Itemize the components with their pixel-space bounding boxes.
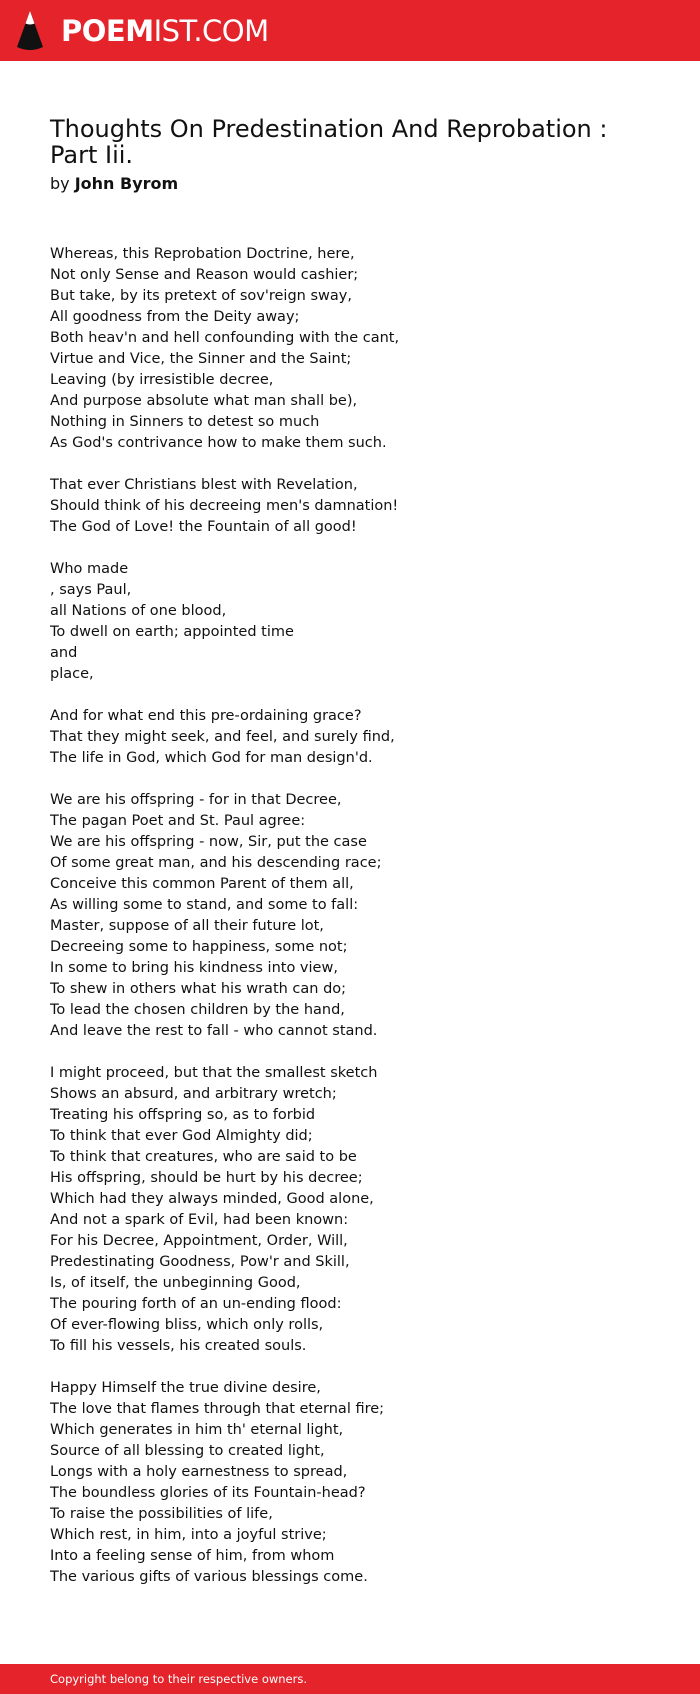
poem-line: Shows an absurd, and arbitrary wretch;: [50, 1086, 337, 1102]
site-header: [0, 0, 700, 61]
site-footer: [0, 1664, 700, 1694]
poem-line: all Nations of one blood,: [50, 603, 227, 619]
poem-line: Which had they always minded, Good alone,: [50, 1191, 374, 1207]
poem-line: I might proceed, but that the smallest sketch: [50, 1065, 378, 1081]
poem-line: All goodness from the Deity away;: [50, 309, 300, 325]
poem-line: Who made: [50, 561, 129, 577]
poem-line: To lead the chosen children by the hand,: [50, 1002, 345, 1018]
poem-line: Which generates in him th' eternal light,: [50, 1422, 344, 1438]
poem-line: place,: [50, 666, 94, 682]
stanza: [50, 706, 650, 769]
poem-line: The various gifts of various blessings come.: [50, 1569, 368, 1585]
poem-line: Is, of itself, the unbeginning Good,: [50, 1275, 301, 1291]
poem-line: And not a spark of Evil, had been known:: [50, 1212, 349, 1228]
poem-line: And purpose absolute what man shall be),: [50, 393, 358, 409]
poem-line: For his Decree, Appointment, Order, Will,: [50, 1233, 348, 1249]
poem-line: Should think of his decreeing men's damnation!: [50, 498, 399, 514]
poem-line: Into a feeling sense of him, from whom: [50, 1548, 335, 1564]
poem-line: Whereas, this Reprobation Doctrine, here,: [50, 246, 355, 262]
poem-line: His offspring, should be hurt by his decree;: [50, 1170, 363, 1186]
poem-line: Master, suppose of all their future lot,: [50, 918, 324, 934]
poem-line: Happy Himself the true divine desire,: [50, 1380, 321, 1396]
author-name[interactable]: John Byrom: [74, 174, 179, 193]
site-logo[interactable]: [61, 9, 269, 53]
poem-line: And for what end this pre-ordaining grace?: [50, 708, 362, 724]
poem-line: Which rest, in him, into a joyful strive;: [50, 1527, 327, 1543]
poem-line: Leaving (by irresistible decree,: [50, 372, 274, 388]
poem-title: Thoughts On Predestination And Reprobation : Part Iii.: [50, 115, 608, 169]
poem-line: In some to bring his kindness into view,: [50, 960, 338, 976]
poem-line: Conceive this common Parent of them all,: [50, 876, 354, 892]
poem-line: Of ever-flowing bliss, which only rolls,: [50, 1317, 324, 1333]
poem-line: To dwell on earth; appointed time: [50, 624, 294, 640]
poem-line: Not only Sense and Reason would cashier;: [50, 267, 359, 283]
stanza: [50, 244, 650, 454]
logo-light-text: IST.COM: [153, 14, 269, 48]
poem-line: The boundless glories of its Fountain-head?: [50, 1485, 366, 1501]
stanza: [50, 790, 650, 1042]
poem-body: [50, 244, 650, 1609]
poem-line: The life in God, which God for man design'd.: [50, 750, 373, 766]
poem-line: Longs with a holy earnestness to spread,: [50, 1464, 348, 1480]
poem-line: The pagan Poet and St. Paul agree:: [50, 813, 306, 829]
by-label: by: [50, 174, 70, 193]
stanza: [50, 1378, 650, 1588]
poem-line: To fill his vessels, his created souls.: [50, 1338, 307, 1354]
poem-line: That ever Christians blest with Revelation,: [50, 477, 358, 493]
poem-line: To raise the possibilities of life,: [50, 1506, 273, 1522]
poem-line: As God's contrivance how to make them such.: [50, 435, 387, 451]
poem-line: Treating his offspring so, as to forbid: [50, 1107, 316, 1123]
poem-line: Decreeing some to happiness, some not;: [50, 939, 348, 955]
poem-line: We are his offspring - for in that Decree,: [50, 792, 342, 808]
poem-line: We are his offspring - now, Sir, put the case: [50, 834, 367, 850]
poem-line: Of some great man, and his descending race;: [50, 855, 382, 871]
stanza: [50, 1063, 650, 1357]
poem-line: The God of Love! the Fountain of all good!: [50, 519, 357, 535]
byline: [50, 172, 178, 196]
poem-line: , says Paul,: [50, 582, 132, 598]
pencil-tip-icon[interactable]: [17, 11, 43, 51]
poem-line: Predestinating Goodness, Pow'r and Skill,: [50, 1254, 350, 1270]
logo-bold-text: POEM: [61, 14, 154, 48]
poem-line: But take, by its pretext of sov'reign sway,: [50, 288, 352, 304]
poem-line: And leave the rest to fall - who cannot stand.: [50, 1023, 378, 1039]
stanza: [50, 559, 650, 685]
stanza: [50, 475, 650, 538]
copyright-text: Copyright belong to their respective owners.: [50, 1672, 308, 1686]
poem-line: Both heav'n and hell confounding with the cant,: [50, 330, 400, 346]
poem-line: To think that creatures, who are said to be: [50, 1149, 357, 1165]
poem-line: Source of all blessing to created light,: [50, 1443, 325, 1459]
poem-line: That they might seek, and feel, and surely find,: [50, 729, 395, 745]
poem-line: and: [50, 645, 78, 661]
poem-line: As willing some to stand, and some to fall:: [50, 897, 359, 913]
poem-line: The love that flames through that eternal fire;: [50, 1401, 385, 1417]
poem-line: Virtue and Vice, the Sinner and the Saint;: [50, 351, 352, 367]
poem-line: Nothing in Sinners to detest so much: [50, 414, 320, 430]
poem-line: To think that ever God Almighty did;: [50, 1128, 313, 1144]
poem-line: To shew in others what his wrath can do;: [50, 981, 347, 997]
poem-line: The pouring forth of an un-ending flood:: [50, 1296, 342, 1312]
